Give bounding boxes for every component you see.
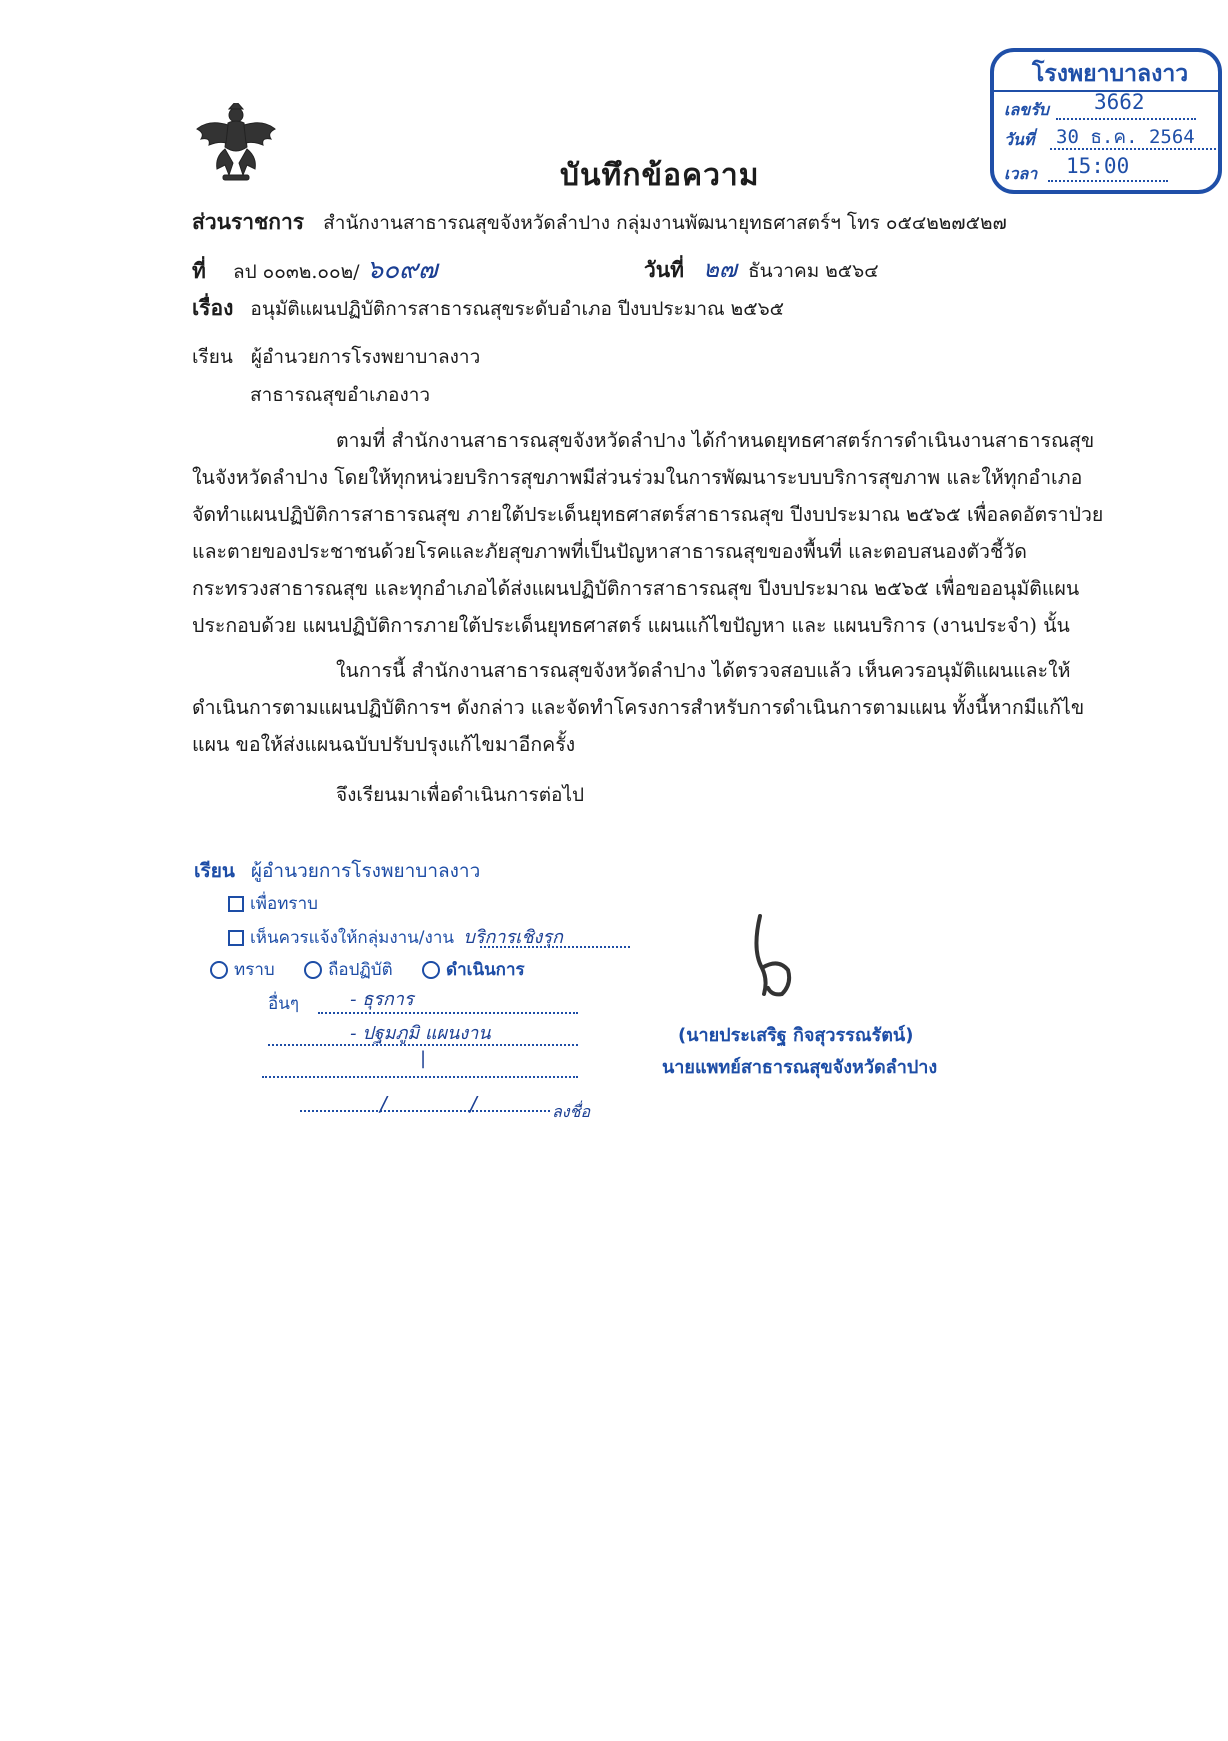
stamp-receipt-line xyxy=(1056,118,1196,120)
option-notify-handwritten: บริการเชิงรุก xyxy=(463,927,563,948)
ref-label: ที่ xyxy=(192,258,206,283)
stamp-time-label: เวลา xyxy=(1004,164,1038,183)
option-know-label: ทราบ xyxy=(234,960,275,980)
routing-to-value: ผู้อำนวยการโรงพยาบาลงาว xyxy=(250,860,481,882)
subject-value: อนุมัติแผนปฏิบัติการสาธารณสุขระดับอำเภอ ปีงบประมาณ ๒๕๖๕ xyxy=(250,298,785,320)
addressee-row xyxy=(192,342,480,372)
signature-mark-icon xyxy=(738,910,798,1000)
others-label: อื่นๆ xyxy=(268,994,299,1014)
signer-name: (นายประเสริฐ กิจสุวรรณรัตน์) xyxy=(678,1025,914,1046)
routing-to-label: เรียน xyxy=(194,860,235,882)
option-inform xyxy=(228,890,318,917)
department-value: สำนักงานสาธารณสุขจังหวัดลำปาง กลุ่มงานพัฒนายุทธศาสตร์ฯ โทร ๐๕๔๒๒๗๕๒๗ xyxy=(323,212,1007,234)
body-line: และตายของประชาชนด้วยโรคและภัยสุขภาพที่เป็นปัญหาสาธารณสุขของพื้นที่ และตอบสนองตัวชี้วัด xyxy=(192,540,1027,563)
date-dotline xyxy=(300,1110,550,1112)
ref-handwritten: ๖๐๙๗ xyxy=(366,255,438,285)
checkbox-icon xyxy=(228,896,244,912)
date-slash-1-icon: / xyxy=(380,1092,387,1116)
date-slash-2-icon: / xyxy=(470,1092,477,1116)
date-value: ธันวาคม ๒๕๖๔ xyxy=(748,260,879,282)
body-line: ในการนี้ สำนักงานสาธารณสุขจังหวัดลำปาง ได้ตรวจสอบแล้ว เห็นควรอนุมัติแผนและให้ xyxy=(336,659,1071,682)
department-row xyxy=(192,206,1007,239)
others-handwritten-3: | xyxy=(420,1048,427,1069)
addressee-line2: สาธารณสุขอำเภองาว xyxy=(250,384,431,406)
body-line: ดำเนินการตามแผนปฏิบัติการฯ ดังกล่าว และจัดทำโครงการสำหรับการดำเนินการตามแผน ทั้งนี้หากมีแก้ไข xyxy=(192,696,1085,719)
others-handwritten-1: - ธุรการ xyxy=(350,989,414,1010)
body-paragraph-2 xyxy=(192,652,1122,763)
others-handwritten-2: - ปฐมภูมิ แผนงาน xyxy=(350,1023,491,1044)
others-line-3 xyxy=(262,1076,578,1078)
stamp-date-label: วันที่ xyxy=(1004,130,1035,149)
radio-icon xyxy=(304,961,322,979)
addressee-label: เรียน xyxy=(192,346,233,368)
body-line: ประกอบด้วย แผนปฏิบัติการภายใต้ประเด็นยุทธศาสตร์ แผนแก้ไขปัญหา และ แผนบริการ (งานประจำ) นั้น xyxy=(192,614,1070,637)
body-paragraph-1 xyxy=(192,422,1122,644)
signer-position: นายแพทย์สาธารณสุขจังหวัดลำปาง xyxy=(662,1057,938,1078)
garuda-emblem-icon xyxy=(195,103,277,183)
routing-handwritten-sign: ลงชื่อ xyxy=(552,1102,591,1121)
stamp-receipt-label: เลขรับ xyxy=(1004,100,1049,119)
checkbox-icon xyxy=(228,930,244,946)
radio-icon xyxy=(210,961,228,979)
subject-row xyxy=(192,292,784,325)
date-row xyxy=(644,249,879,288)
body-line: กระทรวงสาธารณสุข และทุกอำเภอได้ส่งแผนปฏิบัติการสาธารณสุข ปีงบประมาณ ๒๕๖๕ เพื่อขออนุมัติแผน xyxy=(192,577,1080,600)
option-proceed-label: ดำเนินการ xyxy=(446,960,525,980)
notify-line xyxy=(480,946,630,948)
stamp-time-value: 15:00 xyxy=(1066,154,1130,178)
date-label: วันที่ xyxy=(644,257,684,282)
ref-row xyxy=(192,249,438,290)
option-comply-label: ถือปฏิบัติ xyxy=(328,960,393,980)
memo-heading: บันทึกข้อความ xyxy=(560,158,760,193)
body-line: จัดทำแผนปฏิบัติการสาธารณสุข ภายใต้ประเด็นยุทธศาสตร์สาธารณสุข ปีงบประมาณ ๒๕๖๕ เพื่อลดอัตราป่วย xyxy=(192,503,1104,526)
option-row-3 xyxy=(210,956,525,983)
stamp-time-line xyxy=(1048,180,1168,182)
closing-line: จึงเรียนมาเพื่อดำเนินการต่อไป xyxy=(336,784,585,806)
option-notify-label: เห็นควรแจ้งให้กลุ่มงาน/งาน xyxy=(250,928,454,948)
routing-to-row xyxy=(194,856,480,886)
body-line: แผน ขอให้ส่งแผนฉบับปรับปรุงแก้ไขมาอีกครั้ง xyxy=(192,733,576,756)
ref-value: ลป ๐๐๓๒.๐๐๒/ xyxy=(232,261,360,283)
stamp-receipt-no: 3662 xyxy=(1094,90,1145,114)
body-line: ตามที่ สำนักงานสาธารณสุขจังหวัดลำปาง ได้กำหนดยุทธศาสตร์การดำเนินงานสาธารณสุข xyxy=(336,429,1095,452)
subject-label: เรื่อง xyxy=(192,295,234,320)
option-inform-label: เพื่อทราบ xyxy=(250,894,318,914)
addressee-line1: ผู้อำนวยการโรงพยาบาลงาว xyxy=(250,346,481,368)
stamp-title: โรงพยาบาลงาว xyxy=(1032,61,1189,87)
radio-checked-icon xyxy=(422,961,440,979)
stamp-date-value: 30 ธ.ค. 2564 xyxy=(1056,126,1195,148)
receipt-stamp xyxy=(990,48,1222,194)
body-line: ในจังหวัดลำปาง โดยให้ทุกหน่วยบริการสุขภาพมีส่วนร่วมในการพัฒนาระบบบริการสุขภาพ และให้ทุกอำเภอ xyxy=(192,466,1083,489)
department-label: ส่วนราชการ xyxy=(192,209,305,234)
date-handwritten: ๒๗ xyxy=(703,255,737,283)
